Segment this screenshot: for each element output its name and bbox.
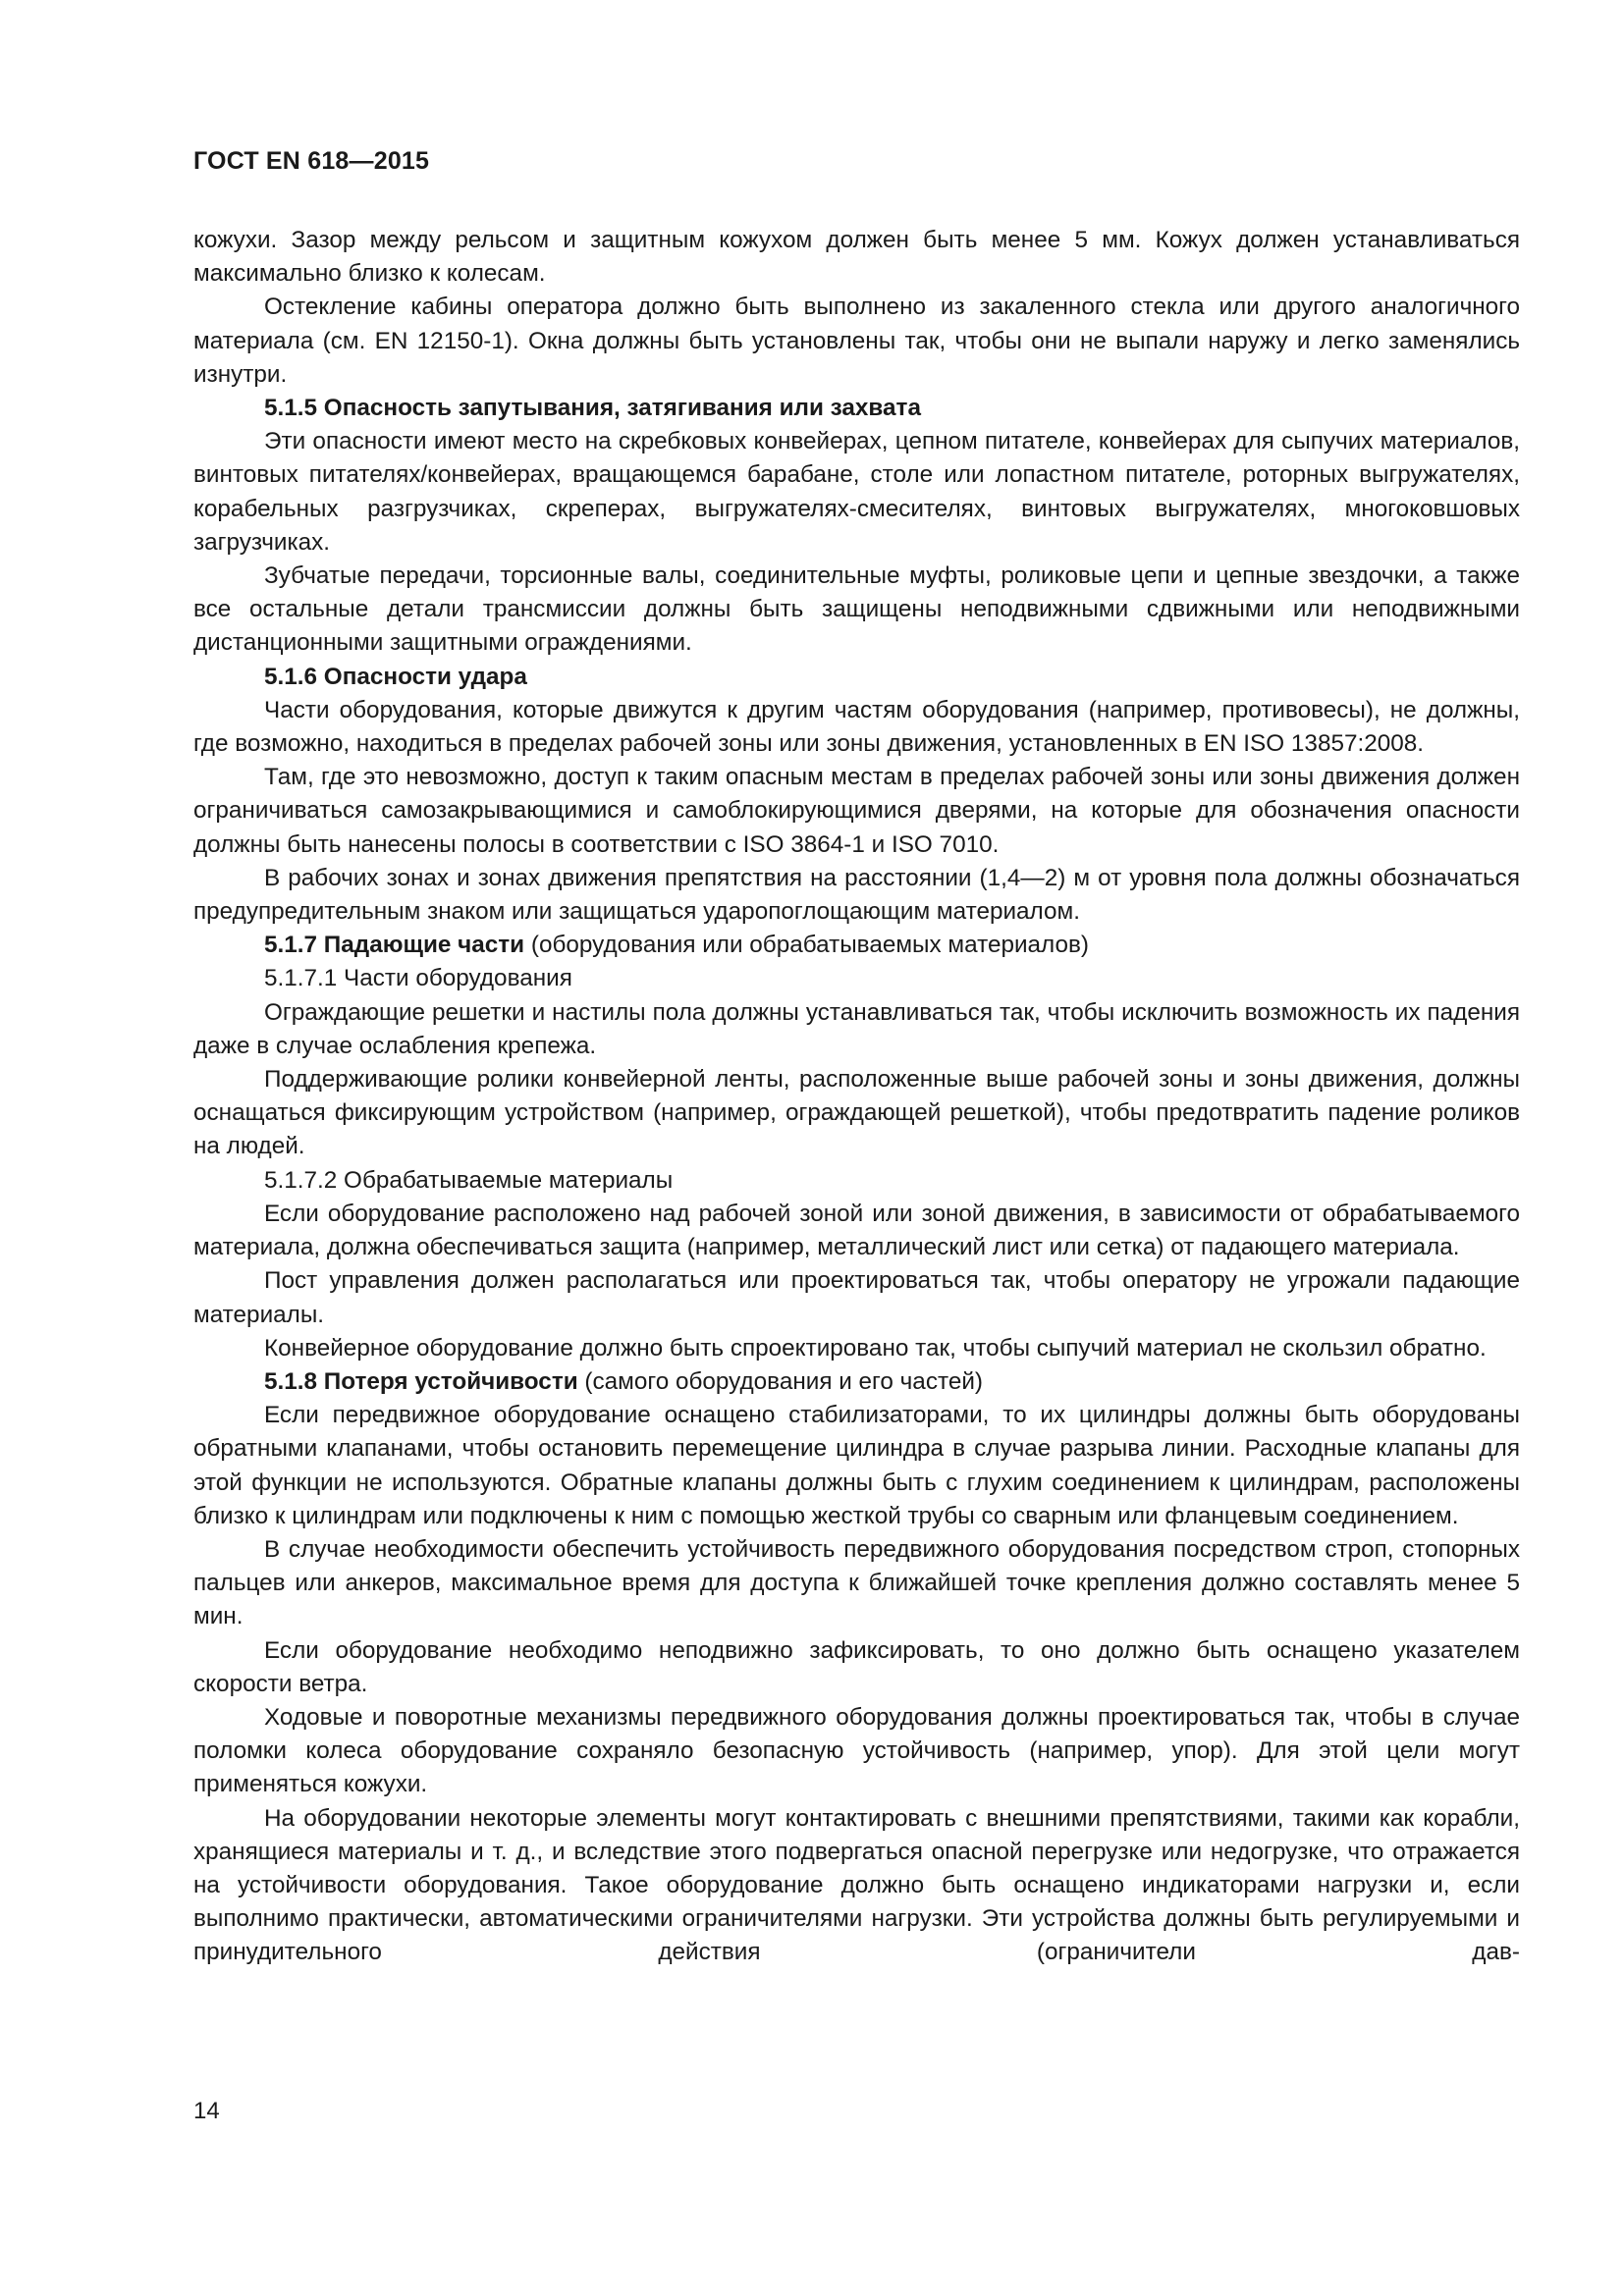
paragraph: Если оборудование расположено над рабочей зоной или зоной движения, в зависимости от обрабатываемого материала, должна обеспечиваться защита (например, металлический лист или сетка) от падающего материала.	[193, 1200, 1520, 1261]
paragraph: Пост управления должен располагаться или проектироваться так, чтобы оператору не угрожали падающие материалы.	[193, 1267, 1520, 1328]
paragraph: В случае необходимости обеспечить устойчивость передвижного оборудования посредством строп, стопорных пальцев или анкеров, максимальное время для доступа к ближайшей точке крепления должно составлять менее 5 мин.	[193, 1535, 1520, 1630]
heading-tail: (оборудования или обрабатываемых материалов)	[524, 932, 1090, 959]
paragraph: Конвейерное оборудование должно быть спроектировано так, чтобы сыпучий материал не скользил обратно.	[264, 1334, 1487, 1362]
paragraph: Если передвижное оборудование оснащено стабилизаторами, то их цилиндры должны быть оборудованы обратными клапанами, чтобы остановить перемещение цилиндра в случае разрыва линии. Расходные клапаны для этой функции не используются. Обратные клапаны должны быть с глухим соединением к цилиндрам, расположены близко к цилиндрам или подключены к ним с помощью жесткой трубы со сварным или фланцевым соединением.	[193, 1402, 1520, 1529]
heading-text: 5.1.6 Опасности удара	[264, 663, 527, 690]
subsection-heading: 5.1.7.1 Части оборудования	[264, 965, 572, 992]
paragraph: Части оборудования, которые движутся к другим частям оборудования (например, противовесы), не должны, где возможно, находиться в пределах рабочей зоны или зоны движения, установленных в EN ISO 13857:2008.	[193, 696, 1520, 758]
paragraph: Зубчатые передачи, торсионные валы, соединительные муфты, роликовые цепи и цепные звездочки, а также все остальные детали трансмиссии должны быть защищены неподвижными сдвижными или неподвижными дистанционными защитными ограждениями.	[193, 562, 1520, 657]
paragraph: Если оборудование необходимо неподвижно зафиксировать, то оно должно быть оснащено указателем скорости ветра.	[193, 1636, 1520, 1697]
heading-text: 5.1.5 Опасность запутывания, затягивания или захвата	[264, 395, 921, 422]
subsection-heading: 5.1.7.2 Обрабатываемые материалы	[264, 1166, 674, 1194]
heading-text: 5.1.8 Потеря устойчивости	[264, 1367, 578, 1395]
paragraph: Поддерживающие ролики конвейерной ленты, расположенные выше рабочей зоны и зоны движения, должны оснащаться фиксирующим устройством (например, ограждающей решеткой), чтобы предотвратить падение роликов на людей.	[193, 1066, 1520, 1160]
paragraph: Остекление кабины оператора должно быть выполнено из закаленного стекла или другого аналогичного материала (см. EN 12150-1). Окна должны быть установлены так, чтобы они не выпали наружу и легко заменялись изнутри.	[193, 294, 1520, 388]
section-heading-5-1-8	[193, 1365, 1520, 1399]
heading-text: 5.1.7 Падающие части	[264, 932, 525, 959]
heading-tail: (самого оборудования и его частей)	[577, 1367, 984, 1395]
paragraph: В рабочих зонах и зонах движения препятствия на расстоянии (1,4—2) м от уровня пола должны обозначаться предупредительным знаком или защищаться ударопоглощающим материалом.	[193, 864, 1520, 926]
paragraph: Ограждающие решетки и настилы пола должны устанавливаться так, чтобы исключить возможность их падения даже в случае ослабления крепежа.	[193, 998, 1520, 1059]
page-header-title: ГОСТ EN 618—2015	[193, 147, 430, 175]
section-heading-5-1-5	[193, 392, 1520, 425]
paragraph: На оборудовании некоторые элементы могут контактировать с внешними препятствиями, такими как корабли, хранящиеся материалы и т. д., и вследствие этого подвергаться опасной перегрузке или недогрузке, что отражается на устойчивости оборудования. Такое оборудование должно быть оснащено индикаторами нагрузки и, если выполнимо практически, автоматическими ограничителями нагрузки. Эти устройства должны быть регулируемыми и принудительного действия (ограничители дав-	[193, 1804, 1520, 1966]
paragraph: Эти опасности имеют место на скребковых конвейерах, цепном питателе, конвейерах для сыпучих материалов, винтовых питателях/конвейерах, вращающемся барабане, столе или лопастном питателе, роторных выгружателях, корабельных разгрузчиках, скреперах, выгружателях-смесителях, винтовых выгружателях, многоковшовых загрузчиках.	[193, 428, 1520, 556]
document-body	[193, 224, 1520, 1970]
page-number: 14	[193, 2098, 220, 2124]
paragraph: кожухи. Зазор между рельсом и защитным кожухом должен быть менее 5 мм. Кожух должен устанавливаться максимально близко к колесам.	[193, 227, 1520, 288]
paragraph: Там, где это невозможно, доступ к таким опасным местам в пределах рабочей зоны или зоны движения должен ограничиваться самозакрывающимися и самоблокирующимися дверями, на которые для обозначения опасности должны быть нанесены полосы в соответствии с ISO 3864-1 и ISO 7010.	[193, 764, 1520, 858]
paragraph: Ходовые и поворотные механизмы передвижного оборудования должны проектироваться так, чтобы в случае поломки колеса оборудование сохраняло безопасную устойчивость (например, упор). Для этой цели могут применяться кожухи.	[193, 1703, 1520, 1798]
section-heading-5-1-6	[193, 661, 1520, 694]
section-heading-5-1-7	[193, 929, 1520, 962]
